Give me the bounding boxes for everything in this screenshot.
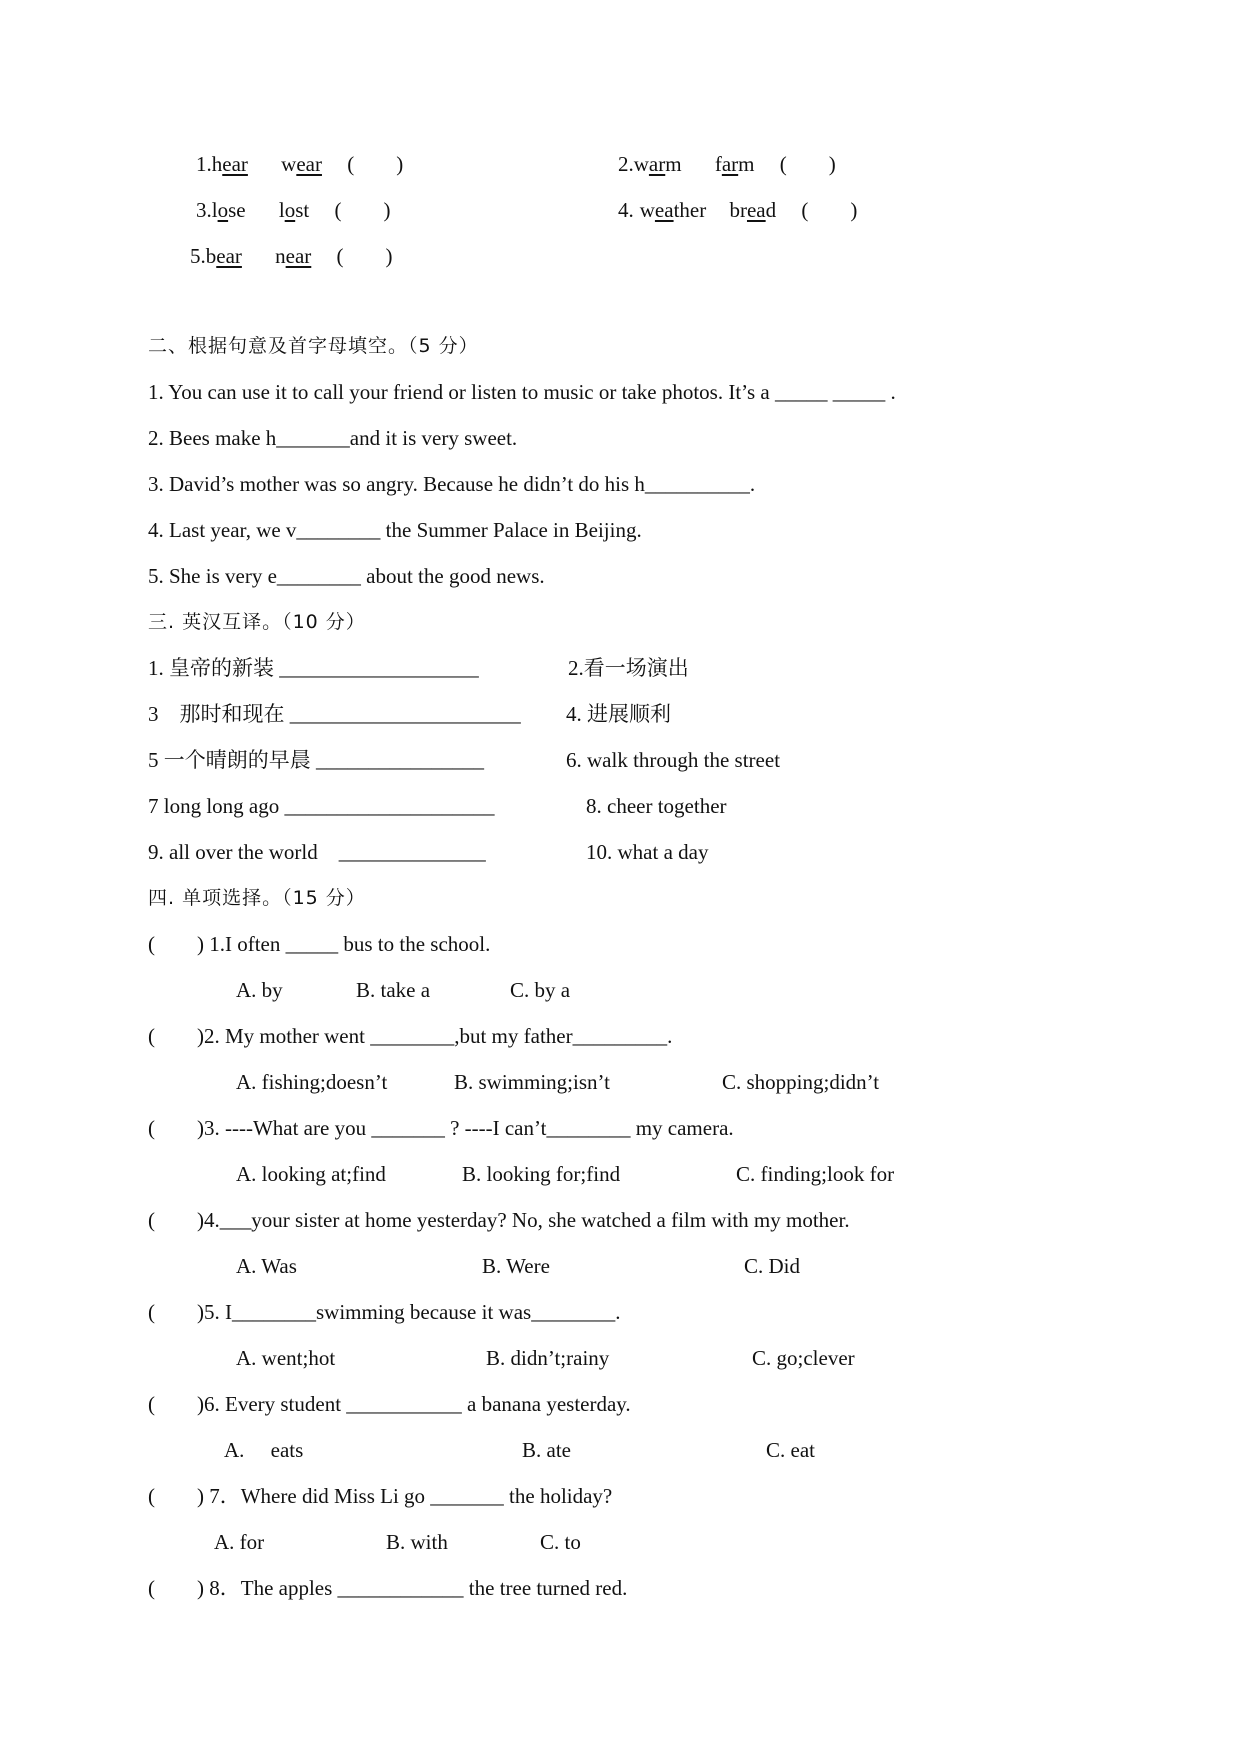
section-title: 四. 单项选择。（15 分） [148,887,366,909]
translation-item: 1. 皇帝的新装 ___________________ [148,656,479,680]
option-b[interactable]: B. looking for;find [462,1162,621,1186]
fill-in-item: 1. You can use it to call your friend or listen to music or take photos. It’s a _____ _____ . [148,380,896,404]
translation-item: 9. all over the world ______________ [148,840,486,864]
option-a[interactable]: A. looking at;find [236,1162,386,1186]
option-b[interactable]: B. didn’t;rainy [486,1346,610,1370]
option-b[interactable]: B. take a [356,978,431,1002]
option-c[interactable]: C. shopping;didn’t [722,1070,880,1094]
fill-in-item: 2. Bees make h_______and it is very sweet. [148,426,518,450]
underlined-letters: ear [216,244,242,268]
option-a[interactable]: A. for [214,1530,265,1554]
option-b[interactable]: B. Were [482,1254,550,1278]
answer-paren[interactable]: ( ) [347,152,404,176]
section-title: 三. 英汉互译。（10 分） [148,611,366,633]
option-a[interactable]: A. by [236,978,283,1002]
option-a[interactable]: A. eats [224,1438,304,1462]
option-b[interactable]: B. with [386,1530,448,1554]
underlined-letters: ear [285,244,312,268]
option-c[interactable]: C. Did [744,1254,801,1278]
item-number: 1. [196,152,212,176]
item-number: 4. [618,198,634,222]
underlined-letters: ear [296,152,322,176]
option-a[interactable]: A. went;hot [236,1346,336,1370]
answer-paren[interactable]: ( ) [779,152,836,176]
underlined-letters: ea [654,198,674,222]
translation-item: 7 long long ago ____________________ [148,794,495,818]
question-stem: ( )4.___your sister at home yesterday? No, she watched a film with my mother. [148,1208,850,1232]
option-c[interactable]: C. go;clever [752,1346,855,1370]
item-number: 3. [196,198,212,222]
question-stem: ( ) 8．The apples ____________ the tree turned red. [148,1576,628,1600]
answer-paren[interactable]: ( ) [334,198,391,222]
underlined-letters: ar [648,152,666,176]
phonics-item: 5.bear near ( ) [190,244,393,268]
translation-item: 2.看一场演出 [568,656,689,680]
question-stem: ( )2. My mother went ________,but my father_________. [148,1024,673,1048]
answer-paren[interactable]: ( ) [801,198,858,222]
translation-item: 5 一个晴朗的早晨 ________________ [148,748,484,772]
phonics-item: 2.warm farm ( ) [618,152,836,176]
option-c[interactable]: C. by a [510,978,571,1002]
fill-in-item: 5. She is very e________ about the good news. [148,564,545,588]
option-a[interactable]: A. fishing;doesn’t [236,1070,388,1094]
question-stem: ( ) 1.I often _____ bus to the school. [148,932,491,956]
translation-item: 3 那时和现在 ______________________ [148,702,521,726]
underlined-letters: ea [746,198,766,222]
translation-item: 6. walk through the street [566,748,781,772]
fill-in-item: 4. Last year, we v________ the Summer Palace in Beijing. [148,518,642,542]
translation-item: 10. what a day [586,840,709,864]
answer-paren[interactable]: ( ) [336,244,393,268]
underlined-letters: ar [721,152,739,176]
item-number: 2. [618,152,634,176]
phonics-item: 1.hear wear ( ) [196,152,404,176]
phonics-item: 4. weather bread ( ) [618,198,858,222]
question-stem: ( )3. ----What are you _______ ? ----I can’t________ my camera. [148,1116,734,1140]
item-number: 5. [190,244,206,268]
section-title: 二、根据句意及首字母填空。（5 分） [148,335,479,357]
option-b[interactable]: B. ate [522,1438,571,1462]
translation-item: 8. cheer together [586,794,727,818]
underlined-letters: ear [222,152,248,176]
underlined-letters: o [217,198,229,222]
question-stem: ( ) 7．Where did Miss Li go _______ the holiday? [148,1484,613,1508]
option-b[interactable]: B. swimming;isn’t [454,1070,610,1094]
option-c[interactable]: C. eat [766,1438,815,1462]
option-c[interactable]: C. finding;look for [736,1162,895,1186]
option-c[interactable]: C. to [540,1530,581,1554]
translation-item: 4. 进展顺利 [566,702,671,726]
fill-in-item: 3. David’s mother was so angry. Because he didn’t do his h__________. [148,472,756,496]
question-stem: ( )6. Every student ___________ a banana yesterday. [148,1392,631,1416]
option-a[interactable]: A. Was [236,1254,297,1278]
phonics-item: 3.lose lost ( ) [196,198,391,222]
question-stem: ( )5. I________swimming because it was________. [148,1300,621,1324]
underlined-letters: o [284,198,296,222]
